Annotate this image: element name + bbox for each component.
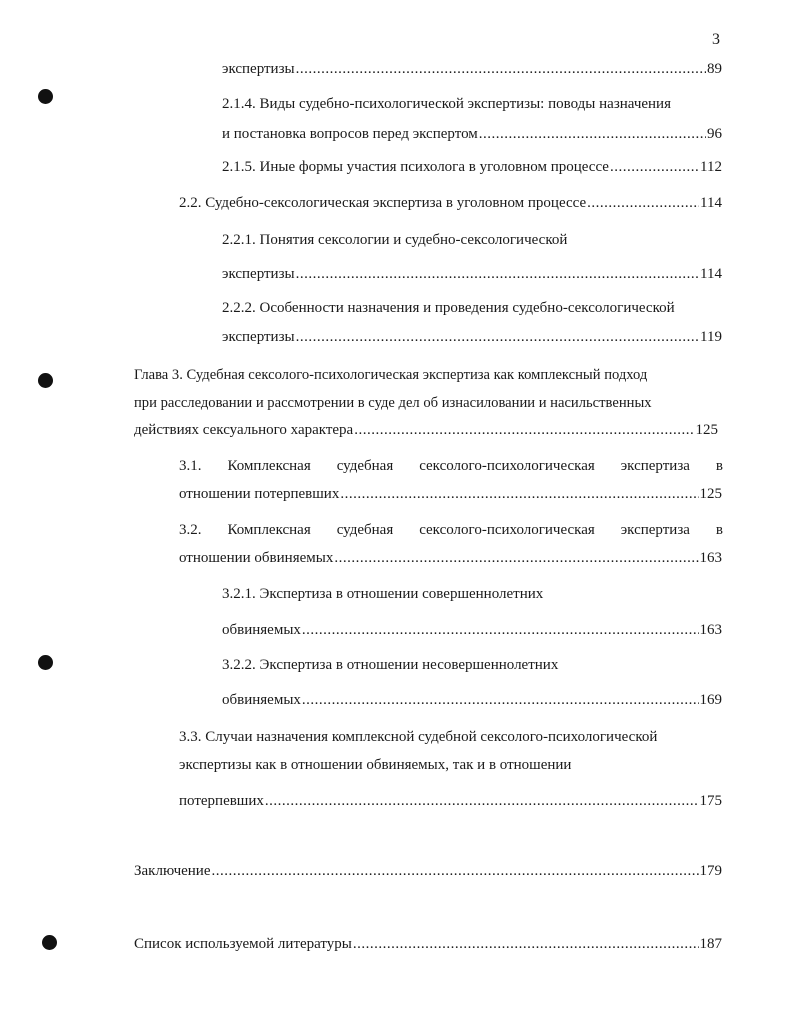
toc-entry[interactable]: 2.1.5. Иные формы участия психолога в уголовном процессе ..... 112 — [222, 158, 722, 176]
dot-leader — [212, 862, 699, 880]
dot-leader — [340, 485, 698, 503]
toc-entry[interactable]: Список используемой литературы ..... 187 — [134, 935, 722, 953]
toc-entry[interactable]: и постановка вопросов перед экспертом ..... 96 — [222, 125, 722, 143]
dot-leader — [265, 792, 699, 810]
dot-leader — [296, 60, 706, 78]
toc-entry-line: 2.1.4. Виды судебно-психологической экспертизы: поводы назначения — [222, 96, 671, 112]
dot-leader — [610, 158, 699, 176]
toc-entry-line: 3.2.2. Экспертиза в отношении несовершеннолетних — [222, 657, 559, 673]
dot-leader — [296, 265, 699, 283]
toc-entry-line: 3.3. Случаи назначения комплексной судебной сексолого-психологической — [179, 729, 658, 745]
toc-entry[interactable]: действиях сексуального характера ..... 125 — [134, 421, 718, 439]
punch-hole-icon — [42, 935, 57, 950]
punch-hole-icon — [38, 655, 53, 670]
dot-leader — [334, 549, 698, 567]
toc-entry-line: 3.2.1. Экспертиза в отношении совершеннолетних — [222, 586, 544, 602]
toc-entry-line: 3.2. Комплексная судебная сексолого-психологическая экспертиза в — [179, 522, 723, 538]
dot-leader — [479, 125, 706, 143]
page-number: 3 — [712, 31, 720, 48]
toc-entry[interactable]: экспертизы ..... 119 — [222, 328, 722, 346]
dot-leader — [302, 691, 699, 709]
dot-leader — [296, 328, 699, 346]
toc-entry-line: 3.1. Комплексная судебная сексолого-психологическая экспертиза в — [179, 458, 723, 474]
punch-hole-icon — [38, 373, 53, 388]
dot-leader — [587, 194, 699, 212]
toc-entry[interactable]: отношении обвиняемых ..... 163 — [179, 549, 722, 567]
dot-leader — [354, 421, 694, 439]
punch-hole-icon — [38, 89, 53, 104]
chapter-heading-line: при расследовании и рассмотрении в суде дел об изнасиловании и насильственных — [134, 395, 652, 411]
toc-entry[interactable]: 2.2. Судебно-сексологическая экспертиза в уголовном процессе ..... 114 — [179, 194, 722, 212]
toc-entry-line: 2.2.2. Особенности назначения и проведения судебно-сексологической — [222, 300, 675, 316]
toc-entry[interactable]: потерпевших ..... 175 — [179, 792, 722, 810]
toc-entry[interactable]: отношении потерпевших ..... 125 — [179, 485, 722, 503]
toc-entry[interactable]: обвиняемых ..... 169 — [222, 691, 722, 709]
toc-entry[interactable]: экспертизы ..... 114 — [222, 265, 722, 283]
dot-leader — [302, 621, 699, 639]
toc-entry[interactable]: экспертизы ..... 89 — [222, 60, 722, 78]
toc-entry-line: 2.2.1. Понятия сексологии и судебно-сексологической — [222, 232, 568, 248]
chapter-heading-line: Глава 3. Судебная сексолого-психологическая экспертиза как комплексный подход — [134, 367, 648, 383]
toc-entry[interactable]: Заключение ..... 179 — [134, 862, 722, 880]
toc-entry[interactable]: обвиняемых ..... 163 — [222, 621, 722, 639]
toc-entry-line: экспертизы как в отношении обвиняемых, так и в отношении — [179, 757, 572, 773]
dot-leader — [353, 935, 699, 953]
